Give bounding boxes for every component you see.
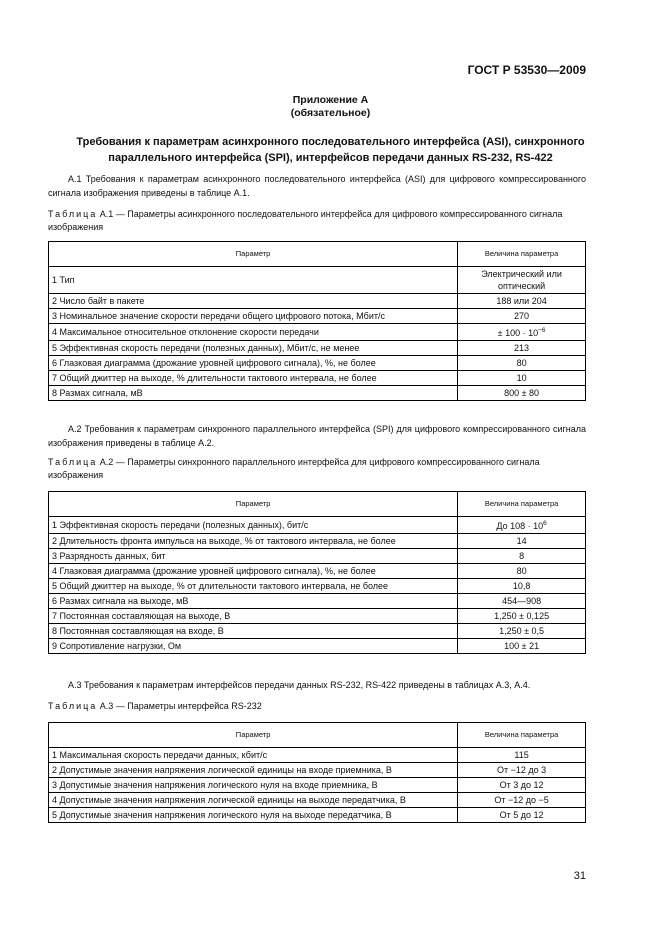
table-row [49, 309, 586, 324]
param-cell: 4 Допустимые значения напряжения логической единицы на выходе передатчика, В [49, 793, 458, 808]
table-row [49, 267, 586, 294]
value-cell [458, 517, 586, 534]
table-header-row [49, 492, 586, 517]
paragraph-a1: А.1 Требования к параметрам асинхронного последовательного интерфейса (ASI) для цифрового компрессированного сигнала изображения приведены в таблице А.1. [48, 174, 586, 198]
value-cell [458, 763, 586, 778]
table-row [49, 793, 586, 808]
table-row [49, 624, 586, 639]
standard-number: ГОСТ Р 53530—2009 [467, 63, 586, 77]
table-row [49, 763, 586, 778]
value-cell [458, 324, 586, 341]
col-header-param: Параметр [49, 242, 458, 267]
param-cell: 4 Глазковая диаграмма (дрожание уровней цифрового сигнала), %, не более [49, 564, 458, 579]
table-row [49, 594, 586, 609]
param-cell: 5 Допустимые значения напряжения логического нуля на выходе передатчика, В [49, 808, 458, 823]
param-cell: 1 Тип [49, 267, 458, 294]
param-cell: 3 Разрядность данных, бит [49, 549, 458, 564]
value-text: 1,250 ± 0,125 [494, 611, 550, 621]
param-cell: 6 Размах сигнала на выходе, мВ [49, 594, 458, 609]
param-cell: 7 Постоянная составляющая на выходе, В [49, 609, 458, 624]
value-text: От 5 до 12 [499, 810, 544, 820]
value-text: До 108 · 10 [496, 521, 544, 531]
param-cell: 3 Номинальное значение скорости передачи общего цифрового потока, Мбит/с [49, 309, 458, 324]
table-a3-caption [48, 700, 586, 713]
param-cell: 2 Число байт в пакете [49, 294, 458, 309]
param-cell: 3 Допустимые значения напряжения логического нуля на входе приемника, В [49, 778, 458, 793]
col-header-value: Величина параметра [458, 242, 586, 267]
table-row [49, 579, 586, 594]
value-cell [458, 609, 586, 624]
value-text: 14 [516, 536, 527, 546]
table-row [49, 356, 586, 371]
param-cell: 9 Сопротивление нагрузки, Ом [49, 639, 458, 654]
table-row [49, 564, 586, 579]
table-row [49, 294, 586, 309]
value-cell [458, 549, 586, 564]
table-row [49, 324, 586, 341]
table-row [49, 517, 586, 534]
value-text: 10 [516, 373, 527, 383]
param-cell: 4 Максимальное относительное отклонение скорости передачи [49, 324, 458, 341]
param-cell: 5 Общий джиттер на выходе, % от длительности тактового интервала, не более [49, 579, 458, 594]
value-cell [458, 309, 586, 324]
value-cell [458, 639, 586, 654]
table-caption-text: А.1 — Параметры асинхронного последовательного интерфейса для цифрового компрессированного сигнала изображения [48, 209, 563, 232]
param-cell: 8 Постоянная составляющая на входе, В [49, 624, 458, 639]
col-header-value: Величина параметра [458, 492, 586, 517]
section-heading: Требования к параметрам асинхронного последовательного интерфейса (ASI), синхронного параллельного интерфейса (SPI), интерфейсов передачи данных RS-232, RS-422 [76, 136, 585, 164]
value-text: 1,250 ± 0,5 [499, 626, 545, 636]
value-text: От −12 до 3 [497, 765, 547, 775]
paragraph-a2: А.2 Требования к параметрам синхронного параллельного интерфейса (SPI) для цифрового компрессированного сигнала изображения приведены в таблице А.2. [48, 424, 586, 448]
table-row [49, 341, 586, 356]
table-row [49, 549, 586, 564]
value-text: ± 100 · 10 [497, 328, 539, 338]
param-cell: 1 Максимальная скорость передачи данных, кбит/с [49, 748, 458, 763]
value-text: 800 ± 80 [504, 388, 540, 398]
table-header-row [49, 723, 586, 748]
table-label: Таблица [48, 457, 98, 467]
table-label: Таблица [48, 701, 98, 711]
value-text: 100 ± 21 [504, 641, 540, 651]
value-text: 213 [514, 343, 530, 353]
col-header-param: Параметр [49, 723, 458, 748]
value-cell [458, 778, 586, 793]
value-cell [458, 808, 586, 823]
param-cell: 1 Эффективная скорость передачи (полезных данных), бит/с [49, 517, 458, 534]
value-text: 80 [516, 566, 527, 576]
table-row [49, 371, 586, 386]
value-text: Электрический или оптический [481, 269, 562, 291]
appendix-title: Приложение А [292, 94, 369, 106]
value-text: От −12 до −5 [494, 795, 549, 805]
value-cell [458, 564, 586, 579]
value-text: 188 или 204 [496, 296, 547, 306]
value-text: 270 [514, 311, 530, 321]
table-a1-caption [48, 208, 586, 234]
value-cell [458, 594, 586, 609]
value-cell [458, 386, 586, 401]
col-header-value: Величина параметра [458, 723, 586, 748]
value-text: От 3 до 12 [499, 780, 544, 790]
param-cell: 7 Общий джиттер на выходе, % длительности тактового интервала, не более [49, 371, 458, 386]
table-header-row [49, 242, 586, 267]
col-header-param: Параметр [49, 492, 458, 517]
param-cell: 5 Эффективная скорость передачи (полезных данных), Мбит/с, не менее [49, 341, 458, 356]
param-cell: 6 Глазковая диаграмма (дрожание уровней цифрового сигнала), %, не более [49, 356, 458, 371]
table-row [49, 534, 586, 549]
table-a1 [48, 241, 586, 401]
value-exponent: −6 [538, 327, 546, 334]
paragraph-a3: А.3 Требования к параметрам интерфейсов передачи данных RS-232, RS-422 приведены в таблицах А.3, А.4. [68, 680, 531, 690]
appendix-note: (обязательное) [290, 107, 371, 119]
table-label: Таблица [48, 209, 98, 219]
value-cell [458, 793, 586, 808]
table-a2-caption [48, 456, 586, 482]
param-cell: 2 Допустимые значения напряжения логической единицы на входе приемника, В [49, 763, 458, 778]
table-caption-text: А.3 — Параметры интерфейса RS-232 [97, 701, 262, 711]
value-cell [458, 371, 586, 386]
value-text: 454—908 [502, 596, 542, 606]
table-row [49, 386, 586, 401]
table-a3 [48, 722, 586, 823]
value-cell [458, 534, 586, 549]
value-exponent: 6 [543, 520, 547, 527]
appendix-heading [0, 94, 661, 120]
value-cell [458, 341, 586, 356]
table-row [49, 778, 586, 793]
value-cell [458, 294, 586, 309]
value-cell [458, 267, 586, 294]
table-row [49, 639, 586, 654]
page-number: 31 [573, 870, 586, 882]
value-text: 8 [519, 551, 525, 561]
value-text: 80 [516, 358, 527, 368]
param-cell: 8 Размах сигнала, мВ [49, 386, 458, 401]
value-cell [458, 356, 586, 371]
table-caption-text: А.2 — Параметры синхронного параллельного интерфейса для цифрового компрессированного сигнала изображения [48, 457, 540, 480]
value-cell [458, 579, 586, 594]
value-cell [458, 624, 586, 639]
table-row [49, 609, 586, 624]
table-row [49, 808, 586, 823]
table-row [49, 748, 586, 763]
value-text: 10,8 [512, 581, 531, 591]
param-cell: 2 Длительность фронта импульса на выходе, % от тактового интервала, не более [49, 534, 458, 549]
table-a2 [48, 491, 586, 654]
value-text: 115 [514, 750, 529, 760]
value-cell [458, 748, 586, 763]
